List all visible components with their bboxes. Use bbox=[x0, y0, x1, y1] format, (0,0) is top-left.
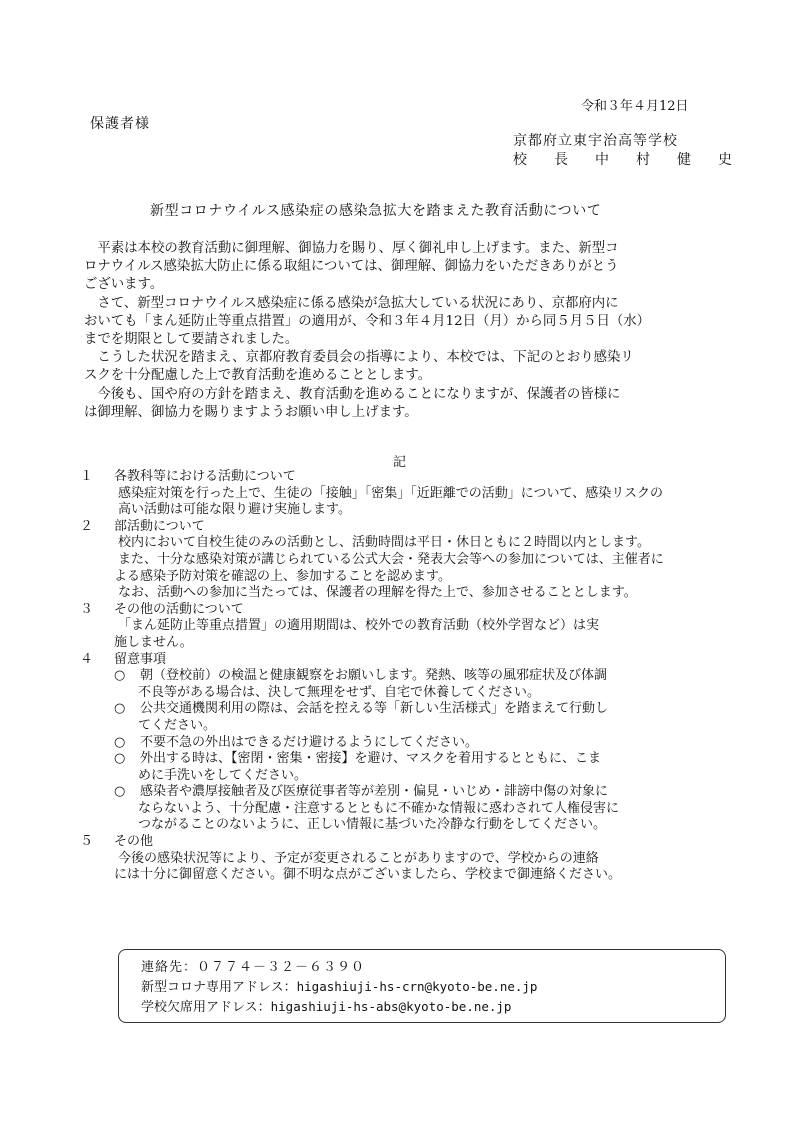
item-line: なお、活動への参加に当たっては、保護者の理解を得た上で、参加させることとします。 bbox=[118, 585, 637, 601]
item-line: 施しません。 bbox=[114, 634, 193, 650]
item-title: 各教科等における活動について bbox=[114, 469, 296, 484]
note-line: めに手洗いをしてください。 bbox=[138, 767, 308, 783]
corona-email-label: 新型コロナ専用アドレス： bbox=[141, 980, 297, 995]
item-line: 感染症対策を行った上で、生徒の「接触」「密集」「近距離での活動」について、感染リスクの bbox=[118, 485, 663, 501]
item-title: 部活動について bbox=[114, 518, 205, 534]
note-line: 朝（登校前）の検温と健康観察をお願いします。発熱、咳等の風邪症状及び体調 bbox=[140, 668, 607, 684]
item-4-heading bbox=[80, 652, 730, 669]
circle-bullet-icon: ○ bbox=[114, 751, 126, 767]
note-item bbox=[80, 668, 730, 685]
body-line: 今後も、国や府の方針を踏まえ、教育活動を進めることになりますが、保護者の皆様に bbox=[84, 386, 621, 402]
item-number: ２ bbox=[80, 518, 94, 534]
note-line: つながることのないように、正しい情報に基づいた冷静な行動をしてください。 bbox=[138, 817, 607, 833]
item-1-heading bbox=[80, 469, 730, 486]
note-item bbox=[80, 735, 730, 752]
contact-corona-line bbox=[141, 976, 537, 995]
item-line: 今後の感染状況等により、予定が変更されることがありますので、学校からの連絡 bbox=[118, 850, 599, 866]
document-title: 新型コロナウイルス感染症の感染急拡大を踏まえた教育活動について bbox=[150, 203, 602, 219]
item-line: 「まん延防止等重点措置」の適用期間は、校外での教育活動（校外学習など）は実 bbox=[118, 618, 600, 634]
absence-email-label: 学校欠席用アドレス： bbox=[141, 1000, 271, 1015]
item-number: ３ bbox=[80, 601, 94, 617]
absence-email-link[interactable]: higashiuji-hs-abs@kyoto-be.ne.jp bbox=[270, 999, 512, 1014]
phone-label: 連絡先： bbox=[141, 960, 198, 975]
recipient: 保護者様 bbox=[90, 116, 150, 132]
note-line: 感染者や濃厚接触者及び医療従事者等が差別・偏見・いじめ・誹謗中傷の対象に bbox=[140, 784, 609, 800]
body-line: ロナウイルス感染拡大防止に係る取組については、御理解、御協力をいただきありがとう bbox=[84, 259, 619, 275]
item-number: １ bbox=[80, 469, 94, 484]
body-line: 平素は本校の教育活動に御理解、御協力を賜り、厚く御礼申し上げます。また、新型コ bbox=[84, 241, 619, 256]
body-line: こうした状況を踏まえ、京都府教育委員会の指導により、本校では、下記のとおり感染リ bbox=[84, 350, 634, 366]
item-line: よる感染予防対策を確認の上、参加することを認めます。 bbox=[114, 568, 451, 584]
note-item bbox=[80, 701, 730, 718]
item-line: また、十分な感染対策が講じられている公式大会・発表大会等への参加については、主催者に bbox=[118, 551, 664, 567]
circle-bullet-icon: ○ bbox=[114, 784, 126, 800]
principal-name: 校 長 中 村 健 史 bbox=[513, 152, 739, 168]
body-line: スクを十分配慮した上で教育活動を進めることとします。 bbox=[84, 368, 432, 384]
item-title: その他の活動について bbox=[114, 601, 244, 617]
circle-bullet-icon: ○ bbox=[114, 668, 126, 684]
corona-email-link[interactable]: higashiuji-hs-crn@kyoto-be.ne.jp bbox=[296, 979, 538, 994]
item-line: 高い活動は可能な限り避け実施します。 bbox=[118, 502, 351, 518]
note-item bbox=[80, 784, 730, 801]
circle-bullet-icon: ○ bbox=[114, 701, 126, 717]
phone-number: ０７７４－３２－６３９０ bbox=[197, 960, 366, 975]
body-line: ございます。 bbox=[84, 277, 164, 293]
body-line: までを期限として要請されました。 bbox=[84, 332, 299, 348]
note-line: 不良等がある場合は、決して無理をせず、自宅で休養してください。 bbox=[138, 684, 540, 700]
note-line: 不要不急の外出はできるだけ避けるようにしてください。 bbox=[140, 734, 479, 750]
note-line: 公共交通機関利用の際は、会話を控える等「新しい生活様式」を踏まえて行動し bbox=[140, 701, 609, 717]
note-line: ならないよう、十分配慮・注意するとともに不確かな情報に惑わされて人権侵害に bbox=[138, 800, 620, 816]
item-3-heading bbox=[80, 602, 730, 619]
item-title: その他 bbox=[114, 834, 154, 850]
body-line: おいても「まん延防止等重点措置」の適用が、令和３年４月12日（月）から同５月５日（水） bbox=[84, 313, 651, 329]
contact-absence-line bbox=[141, 996, 511, 1015]
item-5-heading bbox=[80, 834, 730, 851]
item-title: 留意事項 bbox=[114, 651, 167, 667]
contact-phone-line bbox=[141, 956, 365, 975]
item-number: ５ bbox=[80, 834, 94, 850]
note-line: てください。 bbox=[138, 717, 217, 733]
item-2-heading bbox=[80, 519, 730, 536]
body-line: は御理解、御協力を賜りますようお願い申し上げます。 bbox=[84, 404, 418, 420]
body-line: さて、新型コロナウイルス感染症に係る感染が急拡大している状況にあり、京都府内に bbox=[84, 295, 619, 311]
item-line: には十分に御留意ください。御不明な点がございましたら、学校まで御連絡ください。 bbox=[114, 867, 622, 883]
body-text bbox=[84, 240, 724, 422]
school-name: 京都府立東宇治高等学校 bbox=[513, 133, 678, 149]
note-line: 外出する時は、【密閉・密集・密接】を避け、マスクを着用するとともに、こま bbox=[140, 751, 601, 767]
note-item bbox=[80, 751, 730, 768]
contact-box bbox=[118, 949, 726, 1023]
notice-list bbox=[80, 469, 730, 884]
circle-bullet-icon: ○ bbox=[114, 734, 126, 750]
item-number: ４ bbox=[80, 651, 94, 667]
ki-heading: 記 bbox=[393, 455, 407, 470]
item-line: 校内において自校生徒のみの活動とし、活動時間は平日・休日ともに２時間以内とします。 bbox=[118, 535, 650, 551]
document-date: 令和３年４月12日 bbox=[581, 99, 689, 114]
